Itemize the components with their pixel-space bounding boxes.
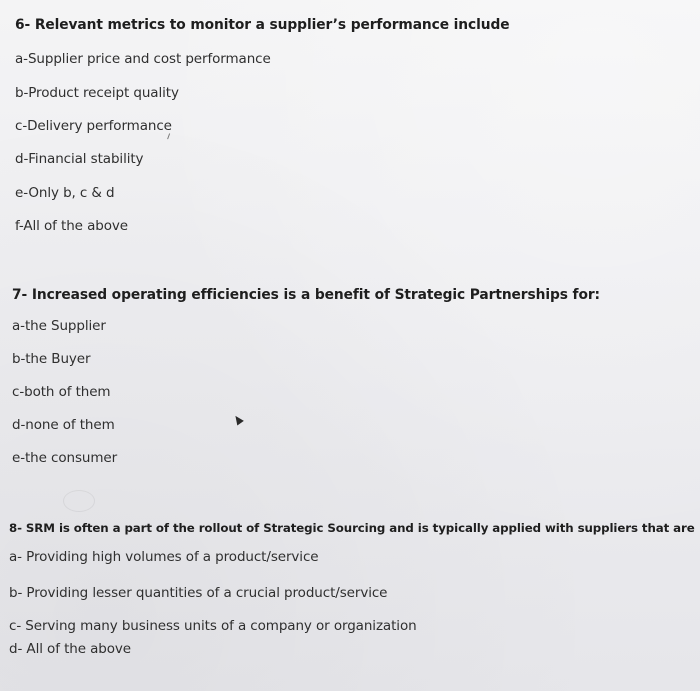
question-7-option-c: c-both of them <box>12 384 111 400</box>
question-8-option-b: b- Providing lesser quantities of a crucial product/service <box>9 585 388 601</box>
question-7-option-e: e-the consumer <box>12 450 118 466</box>
question-6-option-b: b-Product receipt quality <box>15 85 179 101</box>
question-6-option-d: d-Financial stability <box>15 151 144 167</box>
question-8-prompt: 8- SRM is often a part of the rollout of Strategic Sourcing and is typically applied with suppliers that are <box>9 521 695 535</box>
question-6-option-c: c-Delivery performance <box>15 118 172 134</box>
question-7-option-a: a-the Supplier <box>12 318 106 334</box>
question-7-prompt: 7- Increased operating efficiencies is a benefit of Strategic Partnerships for: <box>12 287 600 303</box>
question-6-prompt: 6- Relevant metrics to monitor a supplier’s performance include <box>15 17 510 33</box>
question-7-option-b: b-the Buyer <box>12 351 91 367</box>
pen-mark-icon <box>167 133 174 140</box>
question-8-option-c: c- Serving many business units of a company or organization <box>9 618 417 634</box>
question-7-option-d: d-none of them <box>12 417 115 433</box>
question-6-option-a: a-Supplier price and cost performance <box>15 51 271 67</box>
question-6-option-e: e-Only b, c & d <box>15 185 115 201</box>
question-6-option-f: f-All of the above <box>15 218 128 234</box>
smudge-mark <box>63 490 95 512</box>
cursor-arrow-icon <box>232 414 244 426</box>
question-8-option-d: d- All of the above <box>9 641 132 657</box>
question-8-option-a: a- Providing high volumes of a product/service <box>9 549 319 565</box>
